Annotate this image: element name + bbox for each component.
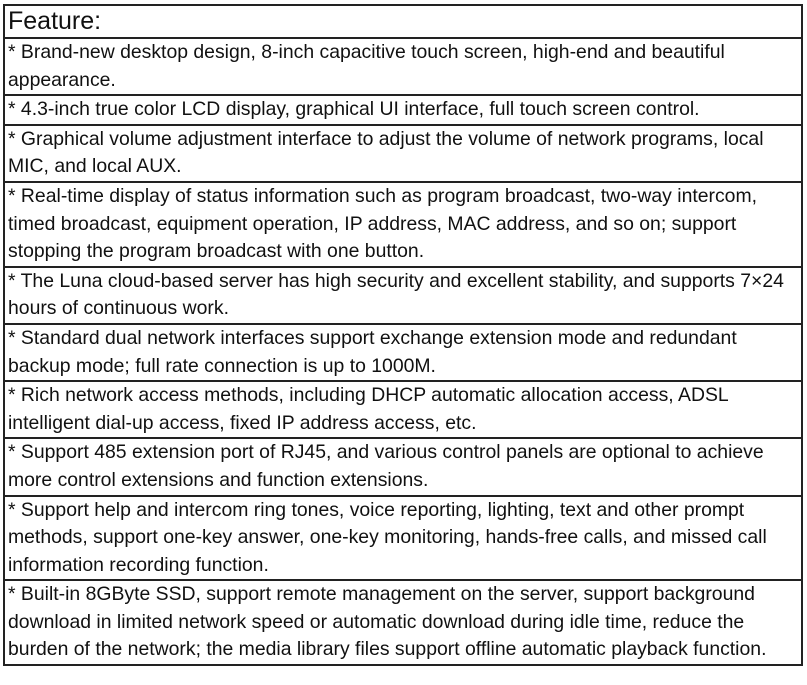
table-row bbox=[4, 267, 802, 324]
feature-item: * The Luna cloud-based server has high security and excellent stability, and supports 7×24 hours of continuous work. bbox=[4, 267, 802, 324]
feature-item: * Real-time display of status information such as program broadcast, two-way intercom, timed broadcast, equipment operation, IP address, MAC address, and so on; support stopping the program broadcast with one button. bbox=[4, 182, 802, 267]
table-row bbox=[4, 324, 802, 381]
table-row bbox=[4, 580, 802, 665]
table-header-row bbox=[4, 5, 802, 38]
feature-header: Feature: bbox=[4, 5, 802, 38]
table-row bbox=[4, 496, 802, 581]
table-row bbox=[4, 438, 802, 495]
feature-item: * Standard dual network interfaces support exchange extension mode and redundant backup mode; full rate connection is up to 1000M. bbox=[4, 324, 802, 381]
feature-item: * Graphical volume adjustment interface to adjust the volume of network programs, local MIC, and local AUX. bbox=[4, 125, 802, 182]
feature-item: * Rich network access methods, including DHCP automatic allocation access, ADSL intelligent dial-up access, fixed IP address access, etc. bbox=[4, 381, 802, 438]
table-row bbox=[4, 381, 802, 438]
feature-table bbox=[3, 4, 803, 666]
table-row bbox=[4, 38, 802, 95]
table-row bbox=[4, 95, 802, 125]
feature-item: * Brand-new desktop design, 8-inch capacitive touch screen, high-end and beautiful appearance. bbox=[4, 38, 802, 95]
feature-item: * Built-in 8GByte SSD, support remote management on the server, support background download in limited network speed or automatic download during idle time, reduce the burden of the network; the media library files support offline automatic playback function. bbox=[4, 580, 802, 665]
feature-item: * Support 485 extension port of RJ45, and various control panels are optional to achieve more control extensions and function extensions. bbox=[4, 438, 802, 495]
table-row bbox=[4, 182, 802, 267]
feature-item: * 4.3-inch true color LCD display, graphical UI interface, full touch screen control. bbox=[4, 95, 802, 125]
table-row bbox=[4, 125, 802, 182]
feature-item: * Support help and intercom ring tones, voice reporting, lighting, text and other prompt methods, support one-key answer, one-key monitoring, hands-free calls, and missed call information recording function. bbox=[4, 496, 802, 581]
